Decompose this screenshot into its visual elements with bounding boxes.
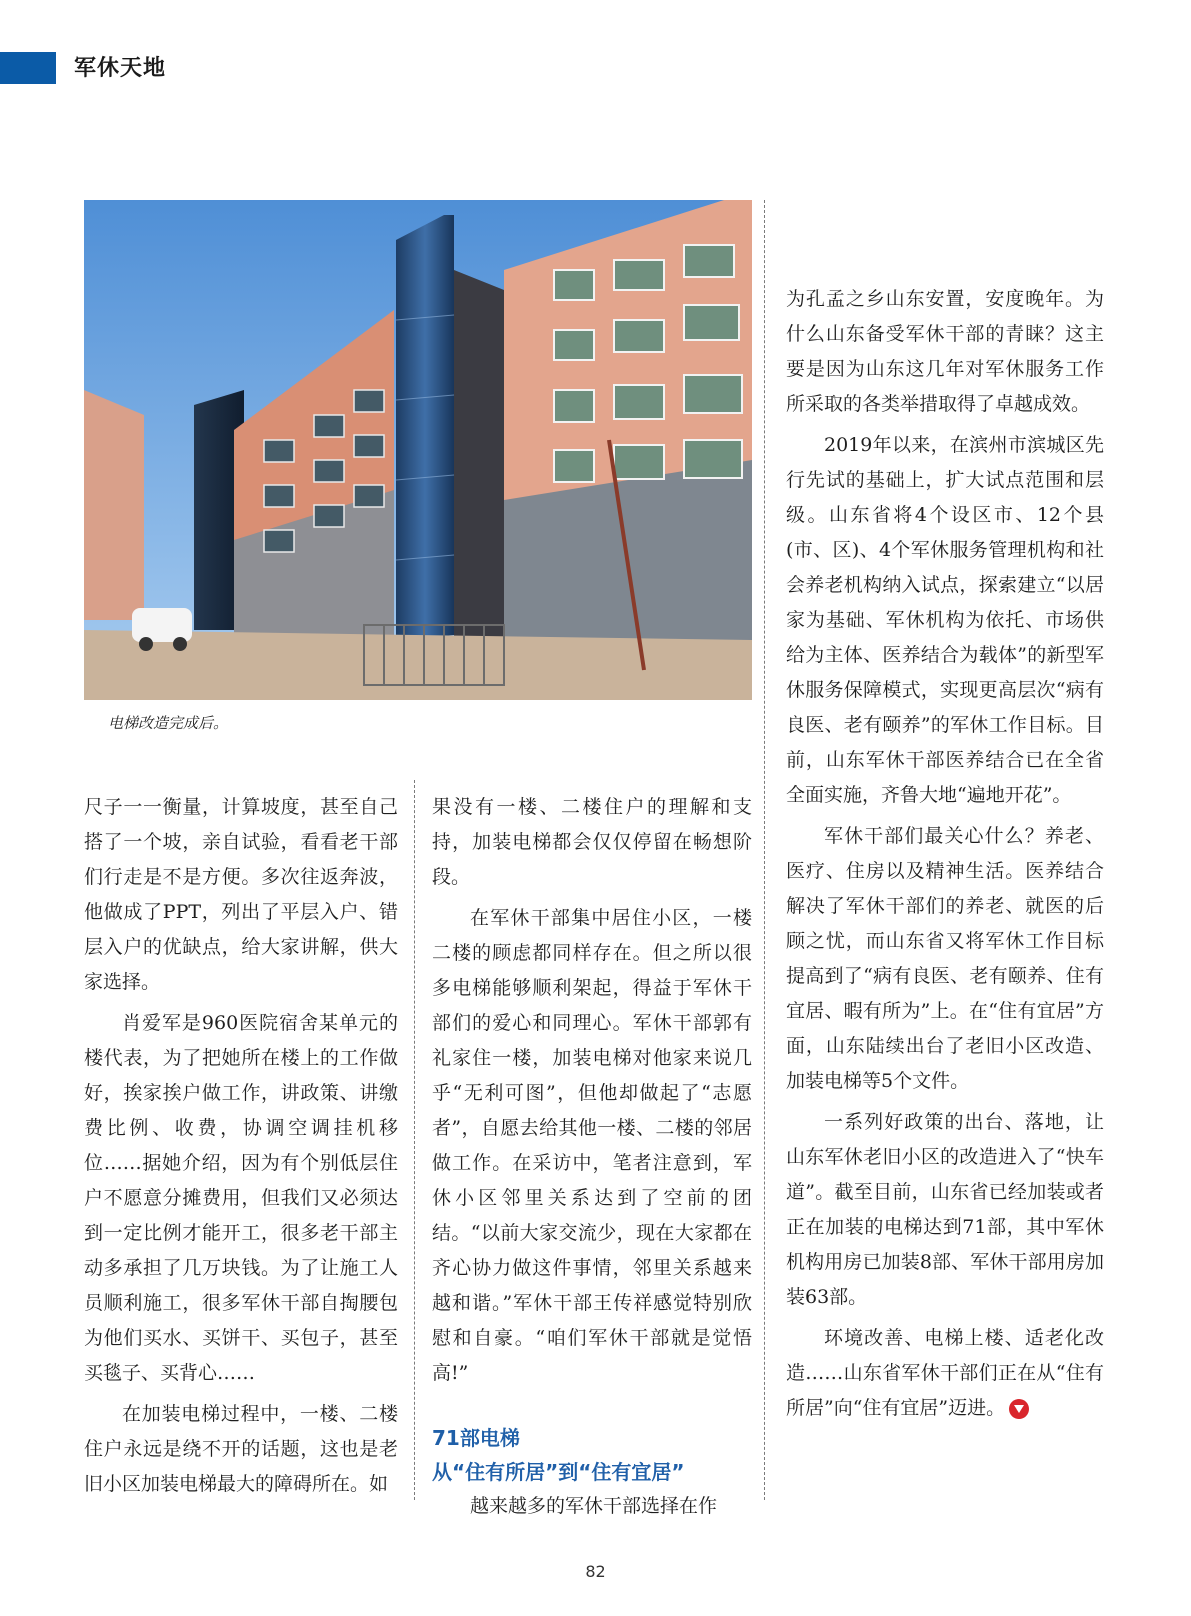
subheading-line-2: 从“住有所居”到“住有宜居” — [432, 1460, 685, 1484]
paragraph: 越来越多的军休干部选择在作 — [470, 1495, 718, 1517]
subheading-line-1: 71部电梯 — [432, 1426, 520, 1450]
paragraph: 为孔孟之乡山东安置，安度晚年。为什么山东备受军休干部的青睐？这主要是因为山东这几年对军休服务工作所采取的各类举措取得了卓越成效。 — [786, 288, 1104, 415]
paragraph: 果没有一楼、二楼住户的理解和支持，加装电梯都会仅仅停留在畅想阶段。 — [432, 796, 752, 888]
paragraph: 尺子一一衡量，计算坡度，甚至自己搭了一个坡，亲自试验，看看老干部们行走是不是方便。多次往返奔波，他做成了PPT，列出了平层入户、错层入户的优缺点，给大家讲解，供大家选择。 — [84, 796, 398, 993]
end-of-article-icon — [1009, 1399, 1029, 1419]
article-column-2 — [432, 790, 752, 1524]
paragraph: 2019年以来，在滨州市滨城区先行先试的基础上，扩大试点范围和层级。山东省将4个设区市、12个县(市、区)、4个军休服务管理机构和社会养老机构纳入试点，探索建立“以居家为基础、军休机构为依托、市场供给为主体、医养结合为载体”的新型军休服务保障模式，实现更高层次“病有良医、老有颐养”的军休工作目标。目前，山东军休干部医养结合已在全省全面实施，齐鲁大地“遍地开花”。 — [786, 434, 1104, 806]
paragraph: 肖爱军是960医院宿舍某单元的楼代表，为了把她所在楼上的工作做好，挨家挨户做工作，讲政策、讲缴费比例、收费，协调空调挂机移位……据她介绍，因为有个别低层住户不愿意分摊费用，但我们又必须达到一定比例才能开工，很多老干部主动多承担了几万块钱。为了让施工人员顺利施工，很多军休干部自掏腰包为他们买水、买饼干、买包子，甚至买毯子、买背心…… — [84, 1012, 398, 1384]
section-subheading — [432, 1421, 752, 1489]
paragraph-text: 环境改善、电梯上楼、适老化改造……山东省军休干部们正在从“住有所居”向“住有宜居”迈进。 — [786, 1327, 1104, 1419]
article-column-1 — [84, 790, 398, 1502]
article-photo — [84, 200, 752, 700]
page-number: 82 — [585, 1562, 606, 1581]
column-divider — [764, 200, 765, 1500]
photo-caption: 电梯改造完成后。 — [108, 714, 229, 732]
paragraph: 一系列好政策的出台、落地，让山东军休老旧小区的改造进入了“快车道”。截至目前，山东省已经加装或者正在加装的电梯达到71部，其中军休机构用房已加装8部、军休干部用房加装63部。 — [786, 1111, 1104, 1308]
elevator-building-illustration — [84, 200, 752, 700]
paragraph: 在军休干部集中居住小区，一楼二楼的顾虑都同样存在。但之所以很多电梯能够顺利架起，得益于军休干部们的爱心和同理心。军休干部郭有礼家住一楼，加装电梯对他家来说几乎“无利可图”，但他却做起了“志愿者”，自愿去给其他一楼、二楼的邻居做工作。在采访中，笔者注意到，军休小区邻里关系达到了空前的团结。“以前大家交流少，现在大家都在齐心协力做这件事情，邻里关系越来越和谐。”军休干部王传祥感觉特别欣慰和自豪。“咱们军休干部就是觉悟高!” — [432, 907, 752, 1384]
paragraph: 在加装电梯过程中，一楼、二楼住户永远是绕不开的话题，这也是老旧小区加装电梯最大的障碍所在。如 — [84, 1403, 398, 1495]
article-column-3 — [786, 282, 1104, 1426]
section-color-bar — [0, 52, 56, 84]
paragraph: 军休干部们最关心什么？养老、医疗、住房以及精神生活。医养结合解决了军休干部们的养老、就医的后顾之忧，而山东省又将军休工作目标提高到了“病有良医、老有颐养、住有宜居、暇有所为”上。在“住有宜居”方面，山东陆续出台了老旧小区改造、加装电梯等5个文件。 — [786, 825, 1104, 1092]
section-title: 军休天地 — [74, 56, 167, 81]
column-divider — [414, 780, 415, 1500]
closing-paragraph — [786, 1321, 1104, 1426]
